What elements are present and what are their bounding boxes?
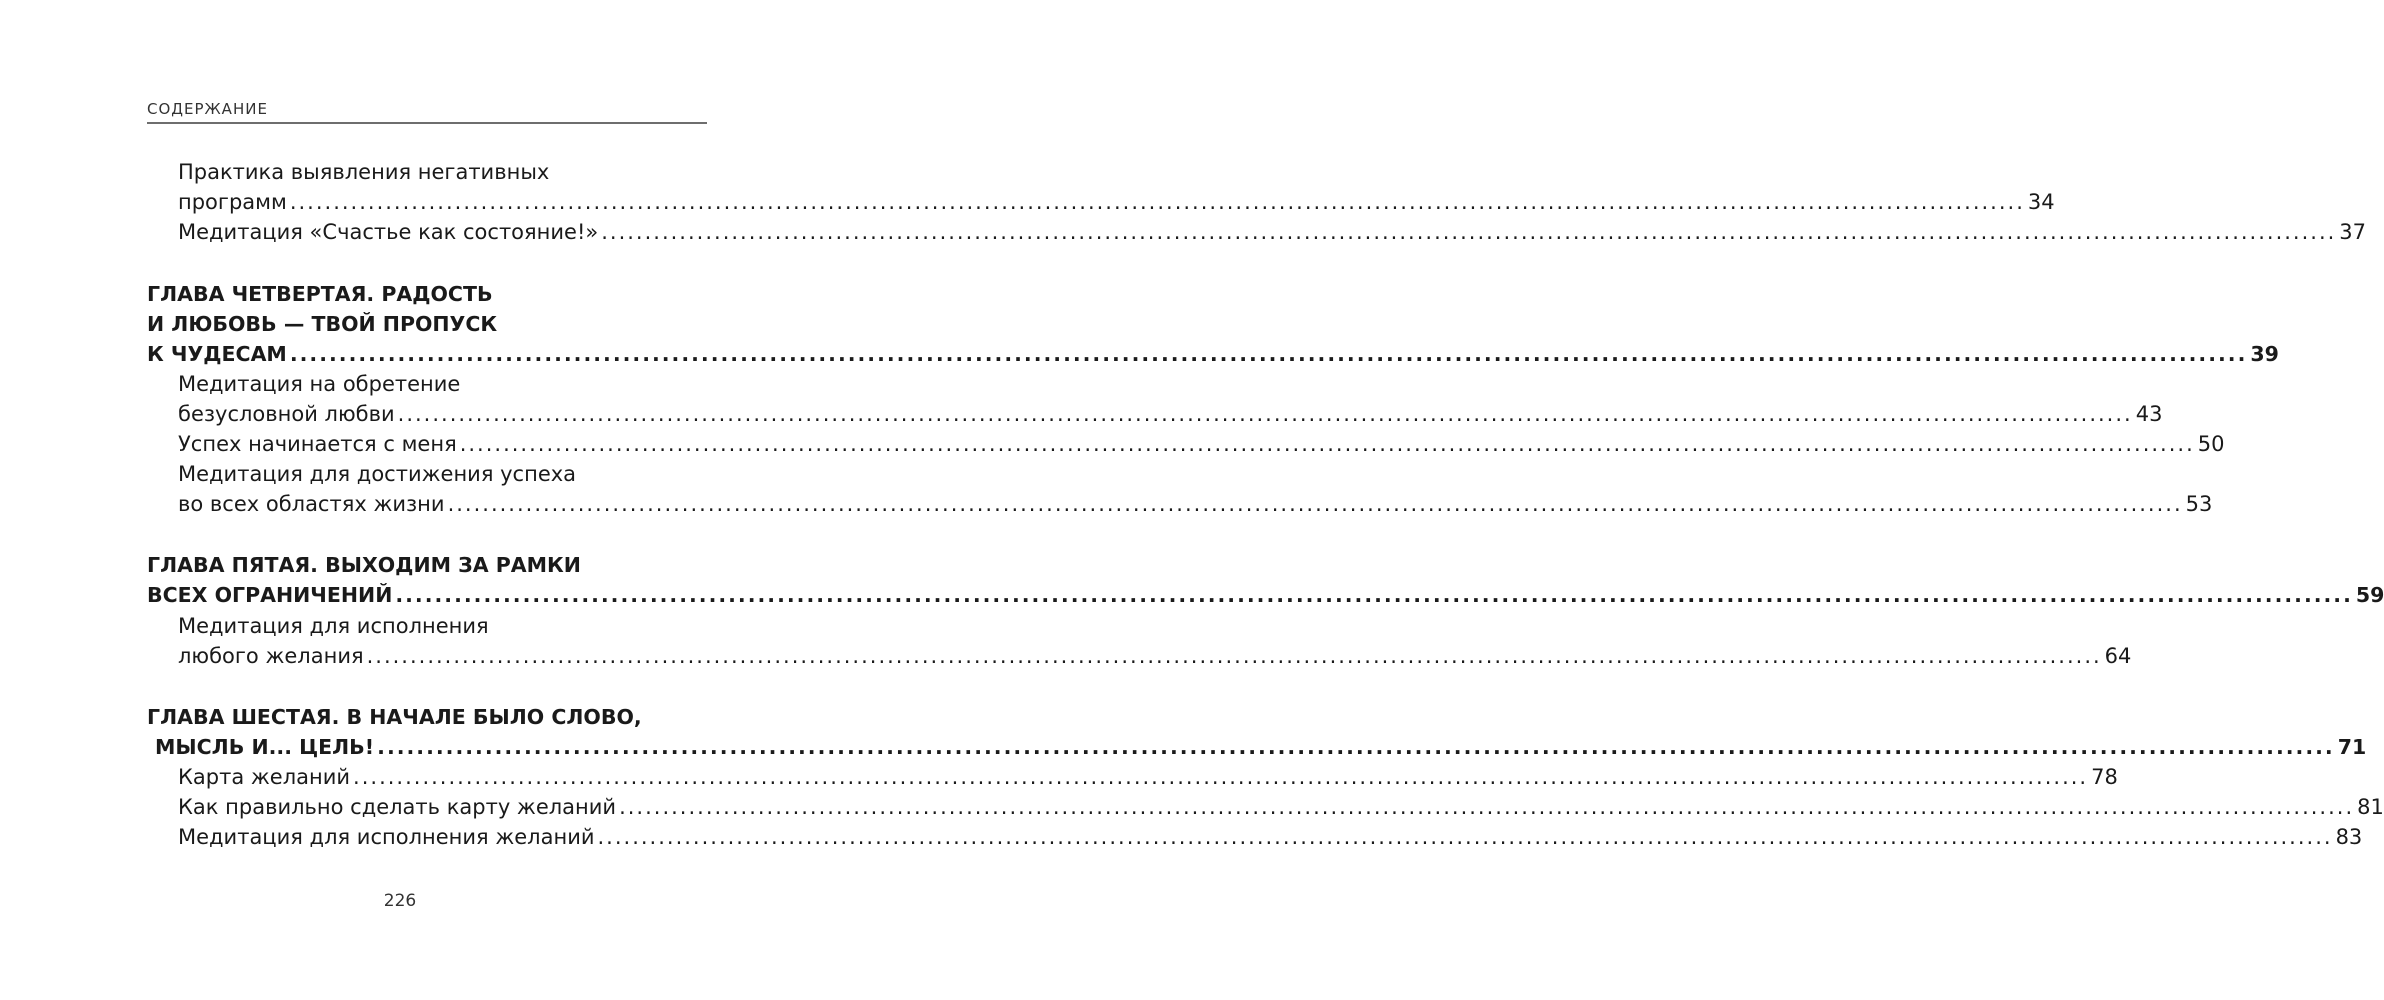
chapter-heading-line [147,339,2279,369]
chapter-heading-line [147,550,695,580]
toc-page-number: 71 [2337,735,2367,759]
toc-line-text: Как правильно сделать карту желаний [178,795,617,819]
toc-line-18 [178,762,2118,792]
dot-leader: ........................................................................................................................................................................................................ [459,432,2195,456]
toc-line-text: Медитация на обретение [178,372,461,396]
toc-line-11 [178,489,2213,519]
toc-page-number: 43 [2135,402,2163,426]
toc-line-text: ГЛАВА ЧЕТВЕРТАЯ. РАДОСТЬ [147,282,493,306]
toc-page-number: 83 [2335,825,2363,849]
toc-line-15 [178,641,2132,671]
toc-line-19 [178,792,2384,822]
chapter-heading-line [155,732,2367,762]
toc-line-text: К ЧУДЕСАМ [147,342,287,366]
toc-page-number: 39 [2250,342,2279,366]
dot-leader: ........................................................................................................................................................................................................ [289,190,2025,214]
toc-line-text: программ [178,190,287,214]
toc-line-text: Практика выявления негативных [178,160,550,184]
dot-leader: ........................................................................................................................................................................................................ [366,644,2102,668]
toc-line-text: любого желания [178,644,364,668]
toc-line-text: МЫСЛЬ И... ЦЕЛЬ! [155,735,375,759]
toc-page-number: 64 [2104,644,2132,668]
toc-line-text: И ЛЮБОВЬ — ТВОЙ ПРОПУСК [147,312,498,336]
toc-line-14 [178,611,695,641]
dot-leader: ........................................................................................................................................................................................................ [447,492,2183,516]
dot-leader: ........................................................................................................................................................................................................ [353,765,2089,789]
chapter-heading-line [147,309,695,339]
toc-line-text: ВСЕХ ОГРАНИЧЕНИЙ [147,583,393,607]
toc-line-3 [178,217,2367,247]
toc-line-text: безусловной любви [178,402,395,426]
dot-leader: ........................................................................................................................................................................................................ [395,583,2353,607]
page-number: 226 [383,891,417,911]
toc-line-text: Медитация «Счастье как состояние!» [178,220,599,244]
toc-line-text: во всех областях жизни [178,492,445,516]
chapter-heading-line [147,702,695,732]
toc-page-number: 59 [2355,583,2384,607]
dot-leader: ........................................................................................................................................................................................................ [289,342,2248,366]
toc-page-number: 50 [2197,432,2225,456]
dot-leader: ........................................................................................................................................................................................................ [397,402,2133,426]
toc-line-2 [178,187,2055,217]
header-rule [147,122,707,124]
toc-line-text: Медитация для исполнения [178,614,489,638]
toc-line-20 [178,822,2363,852]
toc-page-number: 81 [2357,795,2384,819]
toc-line-text: Медитация для достижения успеха [178,462,577,486]
toc-line-text: Карта желаний [178,765,351,789]
toc-line-text: Медитация для исполнения желаний [178,825,595,849]
toc-line-text: ГЛАВА ШЕСТАЯ. В НАЧАЛЕ БЫЛО СЛОВО, [147,705,642,729]
toc-line-9 [178,429,2225,459]
toc-line-text: Успех начинается с меня [178,432,457,456]
chapter-heading-line [147,580,2384,610]
toc-page-number: 37 [2339,220,2367,244]
toc-line-8 [178,399,2163,429]
toc-page-number: 53 [2185,492,2213,516]
toc-line-text: ГЛАВА ПЯТАЯ. ВЫХОДИМ ЗА РАМКИ [147,553,581,577]
toc-line-7 [178,369,695,399]
toc-line-10 [178,459,695,489]
running-header: СОДЕРЖАНИЕ [147,100,268,118]
chapter-heading-line [147,279,695,309]
dot-leader: ........................................................................................................................................................................................................ [597,825,2333,849]
toc-line-1 [178,157,695,187]
toc-page-number: 34 [2027,190,2055,214]
toc-page-number: 78 [2091,765,2118,789]
dot-leader: ........................................................................................................................................................................................................ [601,220,2337,244]
dot-leader: ........................................................................................................................................................................................................ [619,795,2355,819]
dot-leader: ........................................................................................................................................................................................................ [377,735,2335,759]
